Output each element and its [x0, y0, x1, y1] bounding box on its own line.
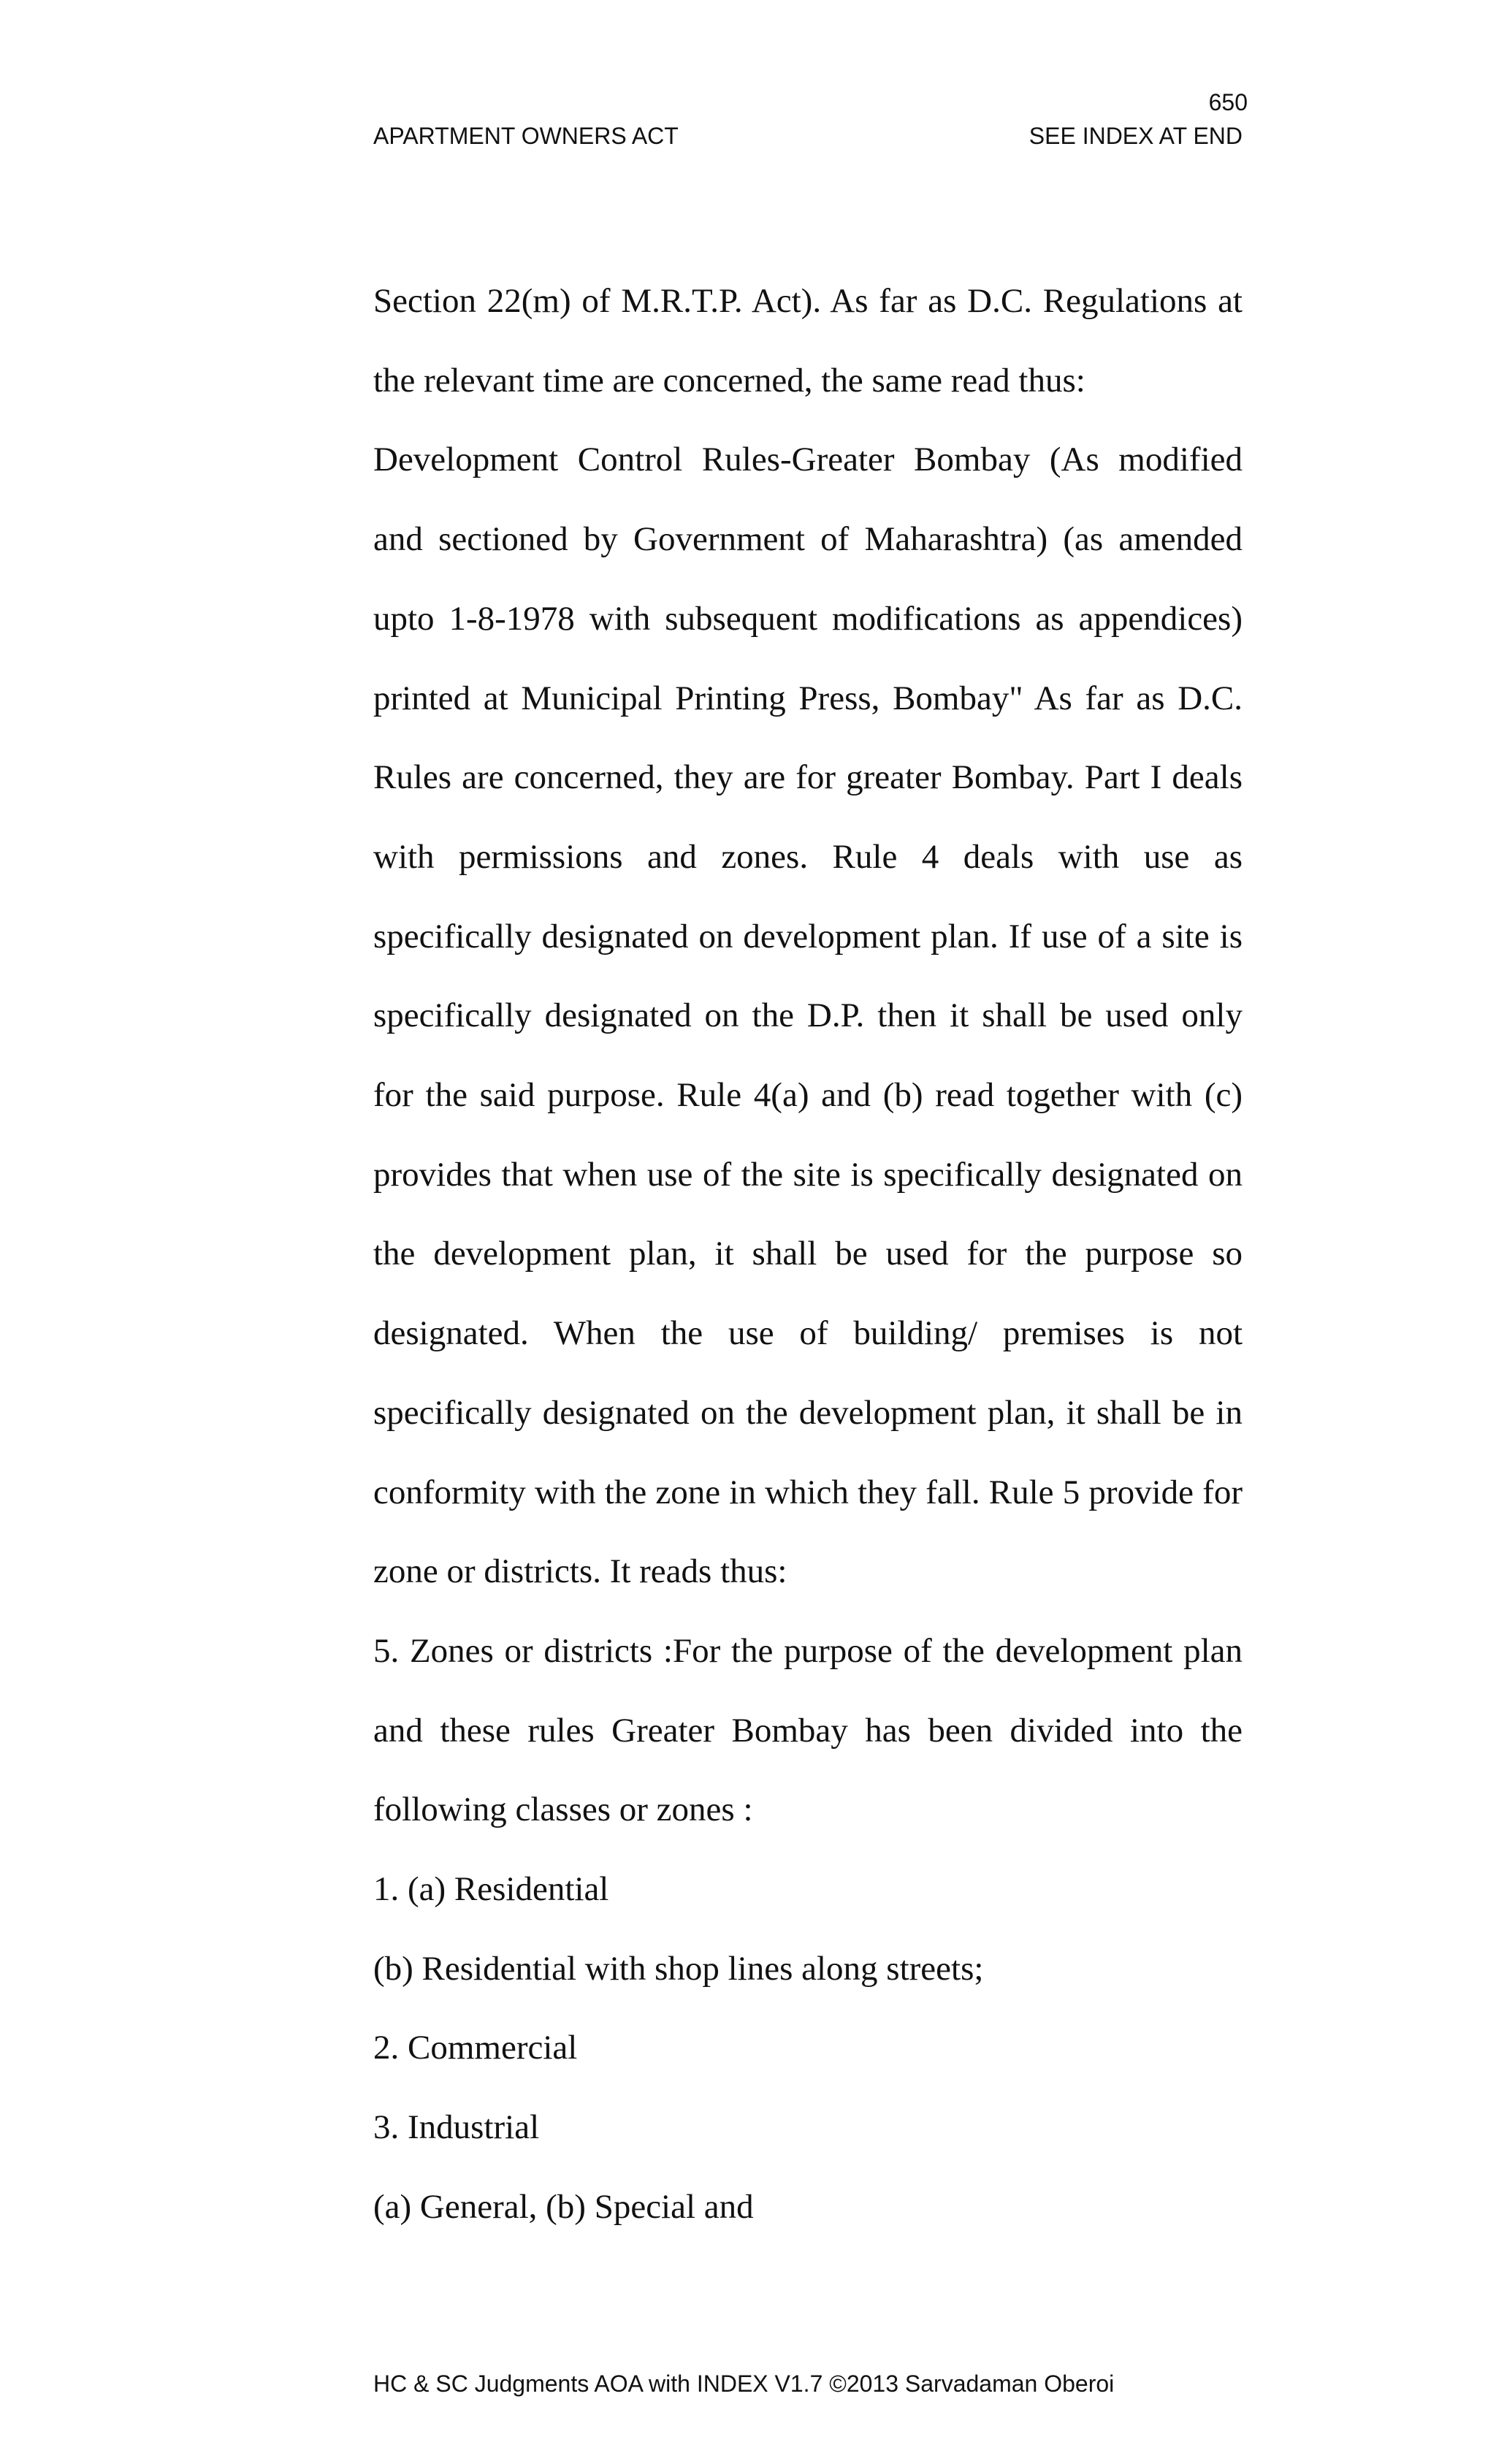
page-number: 650: [1208, 89, 1248, 115]
page-footer: HC & SC Judgments AOA with INDEX V1.7 ©2013 Sarvadaman Oberoi: [373, 2370, 1115, 2397]
list-item: 2. Commercial: [373, 2029, 578, 2067]
list-item: (a) General, (b) Special and: [373, 2187, 754, 2226]
header-right-title: SEE INDEX AT END: [1028, 123, 1243, 149]
paragraph: Development Control Rules-Greater Bombay (As modified and sectioned by Government of Maharashtra) (as amended upto 1-8-1978 with subsequent modifications as appendices) printed at Municipal Printing Press, Bombay" As far as D.C. Rules are concerned, they are for greater Bombay. Part I deals with permissions and zones. Rule 4 deals with use as specifically designated on development plan. If use of a site is specifically designated on the D.P. then it shall be used only for the said purpose. Rule 4(a) and (b) read together with (c) provides that when use of the site is specifically designated on the development plan, it shall be used for the purpose so designated. When the use of building/ premises is not specifically designated on the development plan, it shall be in conformity with the zone in which they fall. Rule 5 provide for zone or districts. It reads thus:: [373, 440, 1243, 1591]
list-item: 1. (a) Residential: [373, 1870, 609, 1909]
list-item: 3. Industrial: [373, 2108, 540, 2147]
paragraph: 5. Zones or districts :For the purpose of the development plan and these rules Greater Bombay has been divided into the following classes or zones :: [373, 1631, 1243, 1829]
list-item: (b) Residential with shop lines along streets;: [373, 1949, 984, 1988]
body-text: [373, 262, 1243, 2247]
paragraph: Section 22(m) of M.R.T.P. Act). As far as D.C. Regulations at the relevant time are concerned, the same read thus:: [373, 282, 1243, 400]
header-left-title: APARTMENT OWNERS ACT: [373, 123, 679, 149]
running-header: [373, 121, 1243, 150]
